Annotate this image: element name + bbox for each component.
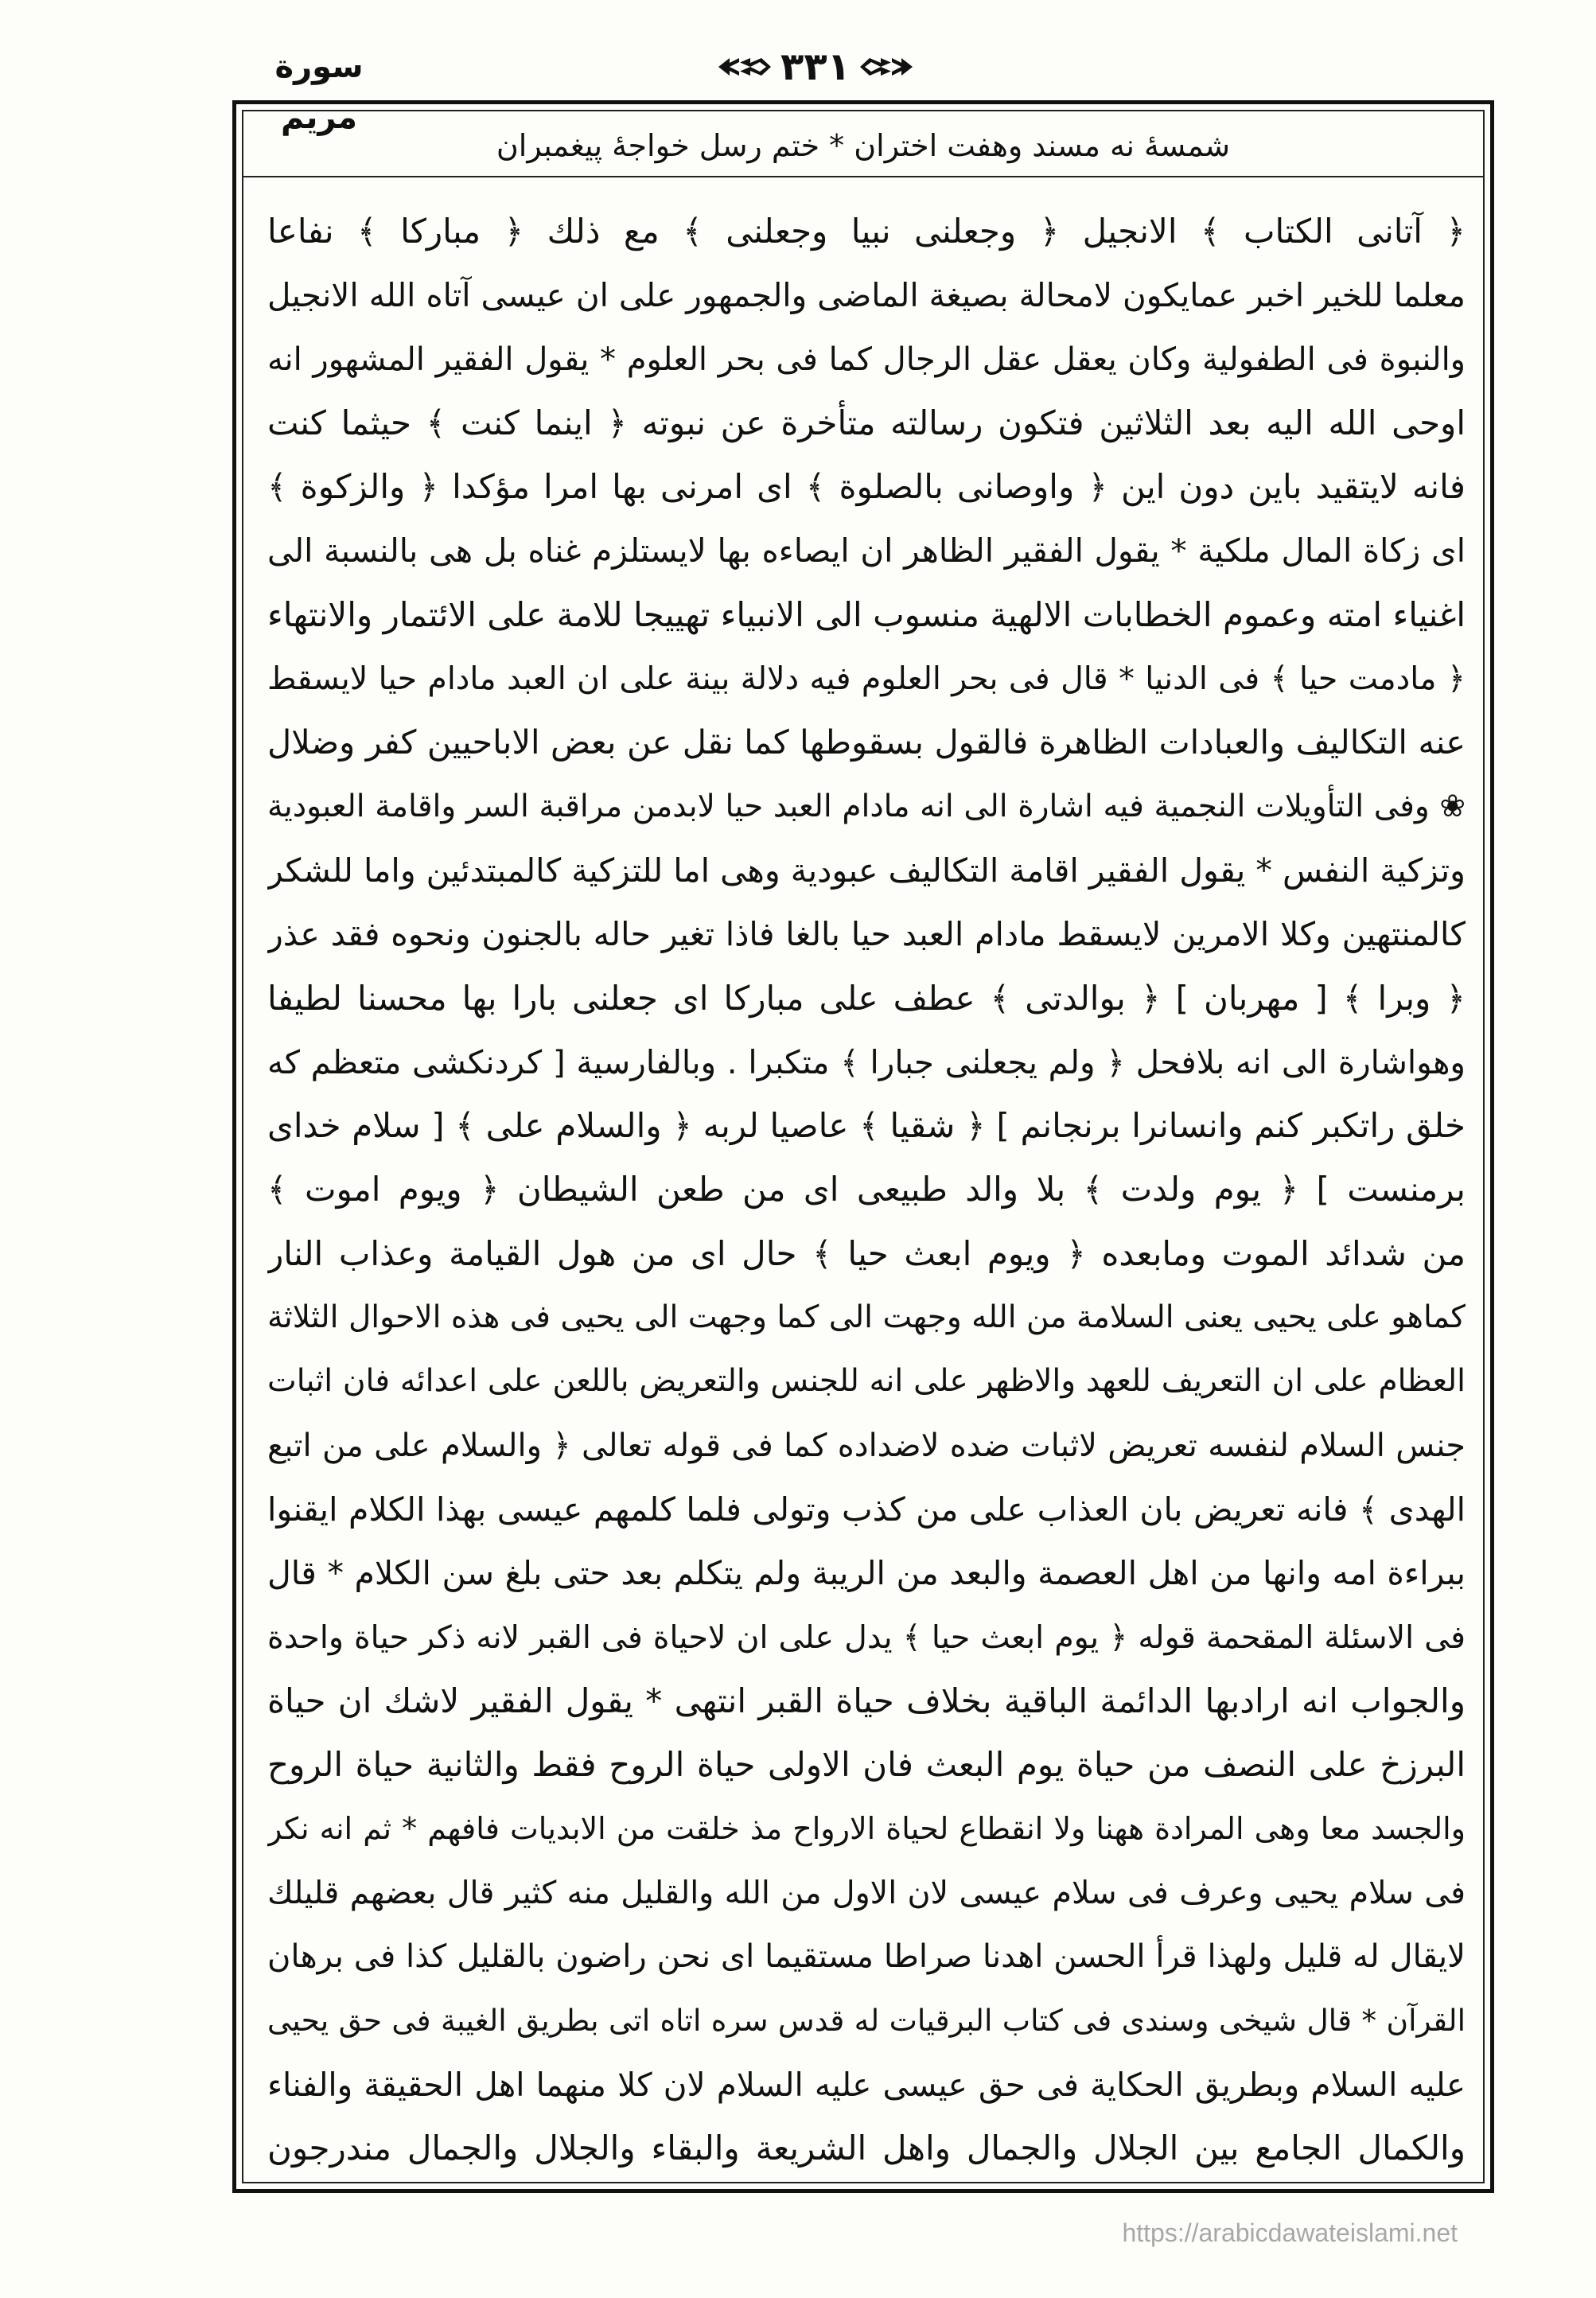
text-line: اوحى الله اليه بعد الثلاثين فتكون رسالته متأخرة عن نبوته ﴿ اينما كنت ﴾ حيثما كنت [267, 403, 1466, 442]
text-line: وهواشارة الى انه بلافحل ﴿ ولم يجعلنى جبارا ﴾ متكبرا . وبالفارسية [ كردنكشى متعظم كه [267, 1042, 1466, 1081]
text-line: من شدائد الموت ومابعده ﴿ ويوم ابعث حيا ﴾ حال اى من هول القيامة وعذاب النار [267, 1233, 1466, 1273]
page-number-group [700, 40, 931, 94]
text-line: ﴿ مادمت حيا ﴾ فى الدنيا * قال فى بحر العلوم فيه دلالة بينة على ان العبد مادام حيا لايسقط [267, 660, 1466, 698]
page-number: ٣٣١ [780, 45, 851, 89]
text-line: والجواب انه ارادبها الدائمة الباقية بخلاف حياة القبر انتهى * يقول الفقير لاشك ان حياة [267, 1681, 1466, 1720]
text-line: ببراءة امه وانها من اهل العصمة والبعد من الريبة ولم يتكلم بعد حتى بلغ سن الكلام * قال [267, 1554, 1466, 1593]
text-line: برمنست ] ﴿ يوم ولدت ﴾ بلا والد طبيعى اى من طعن الشيطان ﴿ ويوم اموت ﴾ [267, 1170, 1466, 1209]
text-line: كالمنتهين وكلا الامرين لايسقط مادام العبد حيا بالغا فاذا تغير حاله بالجنون ونحوه فقد عذر [267, 915, 1466, 954]
text-line: والنبوة فى الطفولية وكان يعقل عقل الرجال كما فى بحر العلوم * يقول الفقير المشهور انه [267, 341, 1466, 378]
braid-ornament-icon [715, 53, 774, 80]
text-line: الهدى ﴾ فانه تعريض بان العذاب على من كذب وتولى فلما كلمهم عيسى بهذا الكلام ايقنوا [267, 1490, 1466, 1529]
braid-ornament-icon [857, 53, 916, 80]
text-line: ﴿ آتانى الكتاب ﴾ الانجيل ﴿ وجعلنى نبيا وجعلنى ﴾ مع ذلك ﴿ مباركا ﴾ نفاعا [267, 212, 1466, 251]
text-line: فى الاسئلة المقحمة قوله ﴿ يوم ابعث حيا ﴾ يدل على ان لاحياة فى القبر لانه ذكر حياة واحدة [267, 1618, 1466, 1656]
text-line: والجسد معا وهى المرادة ههنا ولا انقطاع لحياة الارواح مذ خلقت من الابديات فافهم * ثم انه نكر [267, 1811, 1466, 1847]
text-line: فانه لايتقيد باين دون اين ﴿ واوصانى بالصلوة ﴾ اى امرنى بها امرا مؤكدا ﴿ والزكوة ﴾ [267, 467, 1466, 507]
text-line: فى سلام يحيى وعرف فى سلام عيسى لان الاول من الله والقليل منه كثير قال بعضهم قليلك [267, 1874, 1466, 1911]
text-line: معلما للخير اخبر عمايكون لامحالة بصيغة الماضى والجمهور على ان عيسى آتاه الله الانجيل [267, 276, 1466, 315]
text-line: القرآن * قال شيخى وسندى فى كتاب البرقيات له قدس سره اتاه اتى بطريق الغيبة فى حق يحيى [267, 2003, 1466, 2039]
verse-heading: شمسهٔ نه مسند وهفت اختران * ختم رسل خواجهٔ پیغمبران [496, 128, 1231, 163]
text-line: عليه السلام وبطريق الحكاية فى حق عيسى عليه السلام لان كلا منهما اهل الحقيقة والفناء [267, 2065, 1466, 2104]
text-line: ❀ وفى التأويلات النجمية فيه اشارة الى انه مادام العبد حيا لابدمن مراقبة السر واقامة العبودية [267, 788, 1466, 824]
text-line: اى زكاة المال ملكية * يقول الفقير الظاهر ان ايصاءه بها لايستلزم غناه بل هى بالنسبة الى [267, 532, 1466, 571]
text-line: لايقال له قليل ولهذا قرأ الحسن اهدنا صراطا مستقيما اى نحن راضون بالقليل كذا فى برهان [267, 1938, 1466, 1976]
surah-title: سورة مريم [274, 49, 364, 136]
text-line: وتزكية النفس * يقول الفقير اقامة التكاليف عبودية وهى اما للتزكية كالمبتدئين واما للشكر [267, 851, 1466, 890]
heading-divider [243, 176, 1483, 177]
text-line: ﴿ وبرا ﴾ [ مهربان ] ﴿ بوالدتى ﴾ عطف على مباركا اى جعلنى بارا بها محسنا لطيفا [267, 978, 1466, 1018]
text-line: والكمال الجامع بين الجلال والجمال واهل الشريعة والبقاء والجلال والجمال مندرجون [267, 2128, 1466, 2168]
text-line: اغنياء امته وعموم الخطابات الالهية منسوب الى الانبياء تهييجا للامة على الائتمار والانتهاء [267, 594, 1466, 634]
text-line: كماهو على يحيى يعنى السلامة من الله وجهت الى كما وجهت الى يحيى فى هذه الاحوال الثلاثة [267, 1299, 1466, 1336]
text-line: عنه التكاليف والعبادات الظاهرة فالقول بسقوطها كما نقل عن بعض الاباحيين كفر وضلال [267, 723, 1466, 762]
body-text [267, 200, 1466, 2180]
site-watermark: https://arabicdawateislami.net [1122, 2218, 1458, 2247]
text-line: خلق راتكبر كنم وانسانرا برنجانم ] ﴿ شقيا ﴾ عاصيا لربه ﴿ والسلام على ﴾ [ سلام خداى [267, 1106, 1466, 1146]
text-line: البرزخ على النصف من حياة يوم البعث فان الاولى حياة الروح فقط والثانية حياة الروح [267, 1745, 1466, 1785]
text-line: جنس السلام لنفسه تعريض لاثبات ضده لاضداده كما فى قوله تعالى ﴿ والسلام على من اتبع [267, 1427, 1466, 1464]
text-line: العظام على ان التعريف للعهد والاظهر على انه للجنس والتعريض باللعن على اعدائه فان اثبات [267, 1363, 1466, 1400]
